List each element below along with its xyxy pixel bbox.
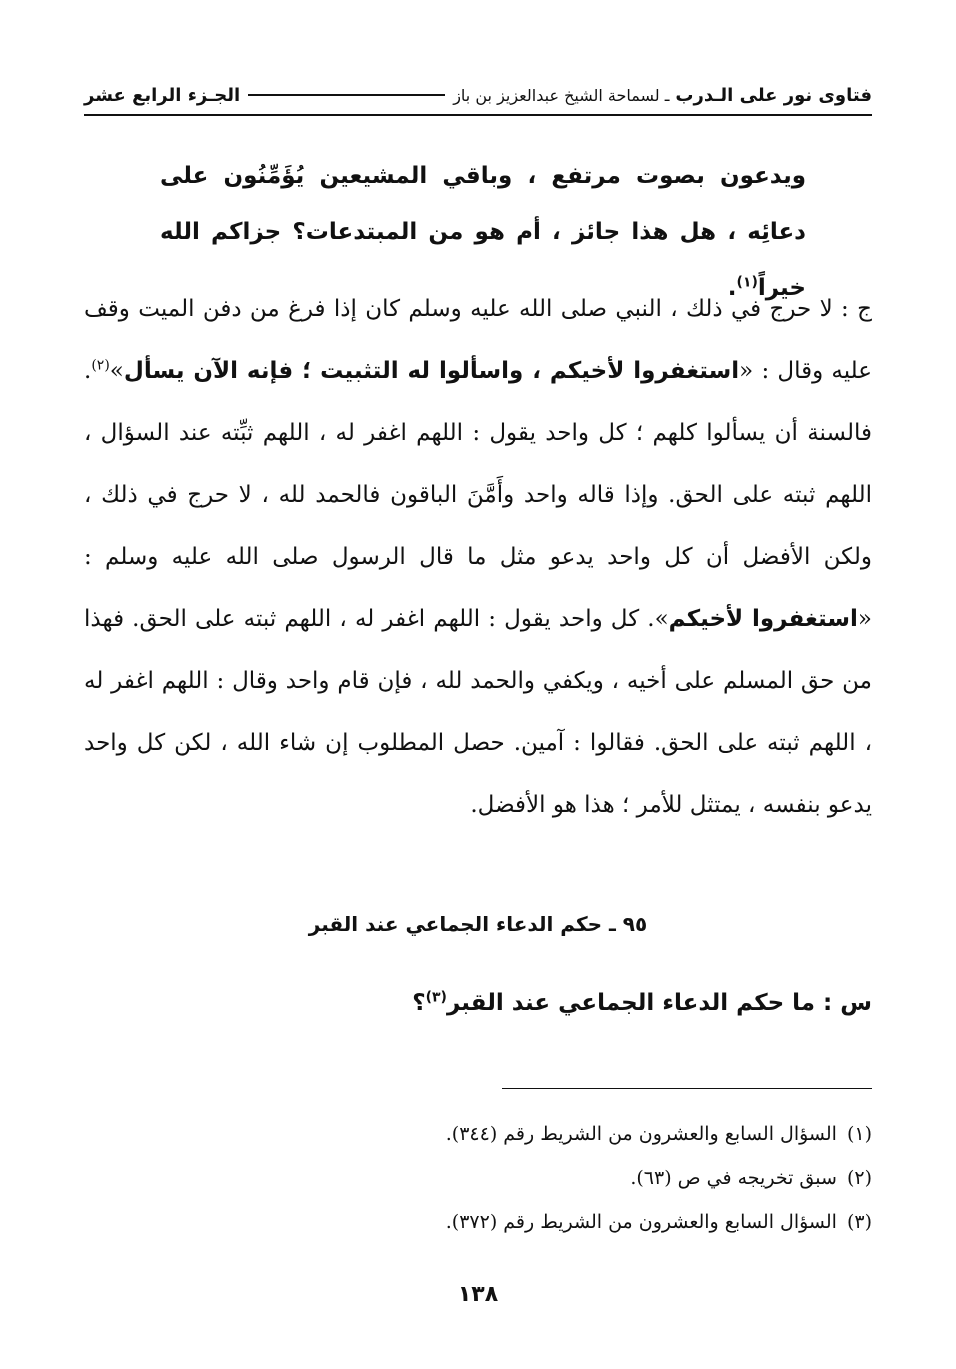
- section-question-end: ؟: [412, 990, 426, 1016]
- footnote-number: (٢): [846, 1167, 872, 1189]
- footnote-text: سبق تخريجه في ص (٦٣).: [630, 1167, 837, 1189]
- footnote-item: [84, 1200, 872, 1244]
- answer-paragraph: [84, 278, 872, 836]
- section-heading: ٩٥ ـ حكم الدعاء الجماعي عند القبر: [308, 912, 648, 936]
- footnote-ref-3: (٣): [425, 989, 447, 1006]
- question-end: .: [727, 275, 737, 301]
- footnote-item: [84, 1112, 872, 1156]
- footnote-separator: [502, 1088, 872, 1089]
- question-text: ويدعون بصوت مرتفع ، وباقي المشيعين يُؤَمِّنُون على دعائِه ، هل هذا جائز ، أم هو من المبتدعات؟ جزاكم الله خيراً: [160, 163, 806, 301]
- footnote-item: [84, 1156, 872, 1200]
- section-question: [84, 990, 872, 1016]
- footnote-ref-2: (٢): [91, 357, 110, 374]
- header-author: ـ لسماحة الشيخ عبدالعزيز بن باز: [453, 85, 670, 105]
- footnote-text: السؤال السابع والعشرون من الشريط رقم (٣٤٤).: [445, 1123, 837, 1145]
- header-part: الجـزء الرابع عشر: [84, 84, 241, 106]
- answer-quote-1: استغفروا لأخيكم ، واسألوا له التثبيت ؛ فإنه الآن يسأل: [123, 358, 740, 384]
- footnote-ref-1: (١): [736, 274, 758, 291]
- running-header: [84, 80, 872, 116]
- answer-quote-2: استغفروا لأخيكم: [668, 606, 858, 632]
- footnote-number: (٣): [846, 1211, 872, 1233]
- answer-part-1: ج : لا حرج في ذلك ، النبي صلى الله عليه وسلم كان إذا فرغ من دفن الميت وقف عليه وقال : «: [84, 296, 873, 384]
- footnote-number: (١): [846, 1123, 872, 1145]
- answer-quote-close: »: [109, 358, 124, 384]
- section-question-text: س : ما حكم الدعاء الجماعي عند القبر: [446, 990, 872, 1016]
- header-rule: [248, 94, 445, 96]
- answer-part-2: . فالسنة أن يسألوا كلهم ؛ كل واحد يقول : اللهم اغفر له ، اللهم ثبِّته عند السؤال ، اللهم ثبته على الحق. وإذا قاله واحد وأَمَّنَ الباقون فالحمد لله ، لا حرج في ذلك ، ولكن الأفضل أن كل واحد يدعو مثل ما قال الرسول صلى الله عليه وسلم : «: [84, 358, 872, 632]
- answer-part-3: ». كل واحد يقول : اللهم اغفر له ، اللهم ثبته على الحق. فهذا من حق المسلم على أخيه ، ويكفي والحمد لله ، فإن قام واحد وقال : اللهم اغفر له ، اللهم ثبته على الحق. فقالوا : آمين. حصل المطلوب إن شاء الله ، لكن كل واحد يدعو بنفسه ، يمتثل للأمر ؛ هذا هو الأفضل.: [84, 606, 872, 818]
- footnotes: [84, 1112, 872, 1244]
- header-series-title: فتاوى نور على الـدرب: [675, 84, 872, 106]
- footnote-text: السؤال السابع والعشرون من الشريط رقم (٣٧٢).: [445, 1211, 837, 1233]
- page-number: ١٣٨: [457, 1282, 499, 1307]
